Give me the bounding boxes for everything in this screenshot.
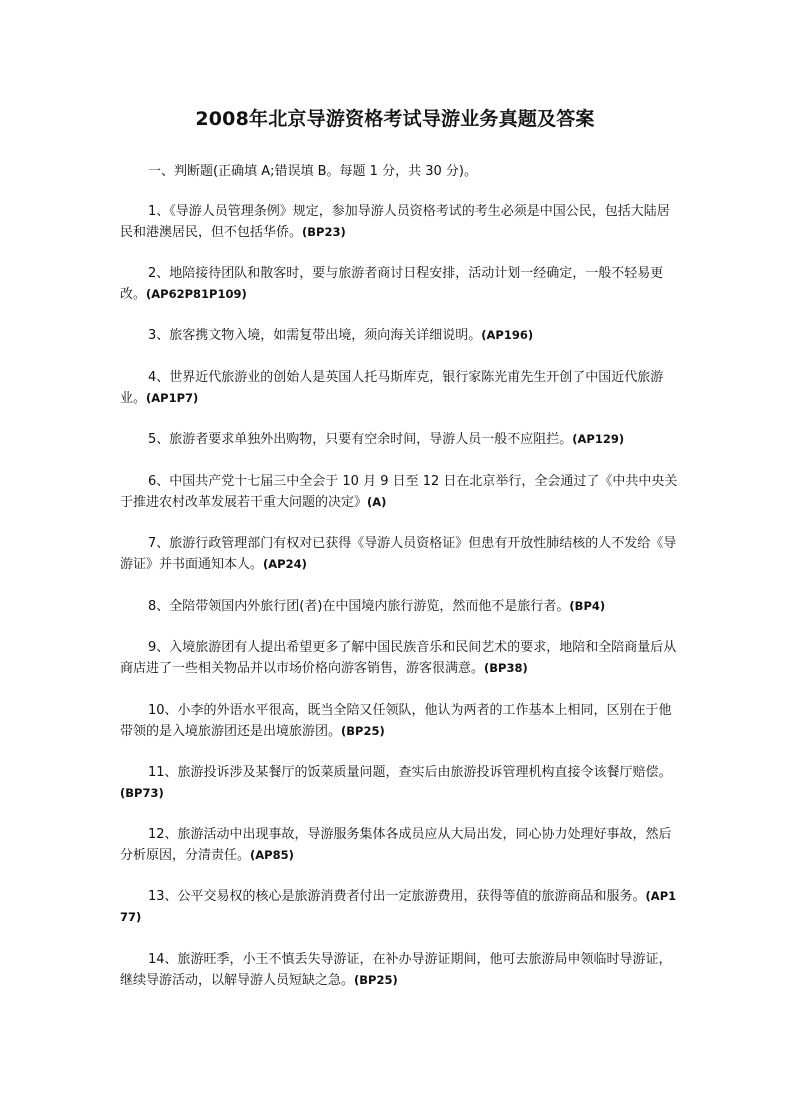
question-text: 7、旅游行政管理部门有权对已获得《导游人员资格证》但患有开放性肺结核的人不发给《导游证》并书面通知本人。	[120, 536, 677, 572]
answer-ref: (BP38)	[484, 661, 528, 675]
question-item	[120, 263, 680, 305]
question-text: 11、旅游投诉涉及某餐厅的饭菜质量问题，查实后由旅游投诉管理机构直接令该餐厅赔偿。	[148, 765, 672, 780]
question-text: 3、旅客携文物入境，如需复带出境，须向海关详细说明。	[148, 328, 482, 343]
question-item	[120, 949, 680, 991]
answer-ref: (AP62P81P109)	[146, 287, 247, 301]
question-item	[120, 533, 680, 575]
question-text: 5、旅游者要求单独外出购物，只要有空余时间，导游人员一般不应阻拦。	[148, 432, 573, 447]
question-text: 1、《导游人员管理条例》规定，参加导游人员资格考试的考生必须是中国公民，包括大陆居民和港澳居民，但不包括华侨。	[120, 204, 670, 240]
question-item	[120, 325, 680, 346]
answer-ref: (AP85)	[250, 848, 294, 862]
question-item	[120, 700, 680, 742]
answer-ref: (BP25)	[341, 724, 385, 738]
question-text: 8、全陪带领国内外旅行团(者)在中国境内旅行游览，然而他不是旅行者。	[148, 599, 570, 614]
question-text: 13、公平交易权的核心是旅游消费者付出一定旅游费用，获得等值的旅游商品和服务。	[148, 889, 646, 904]
document-title: 2008年北京导游资格考试导游业务真题及答案	[195, 108, 595, 130]
section-heading: 一、判断题(正确填 A;错误填 B。每题 1 分，共 30 分)。	[148, 164, 477, 179]
question-text: 4、世界近代旅游业的创始人是英国人托马斯库克，银行家陈光甫先生开创了中国近代旅游业。	[120, 370, 664, 406]
question-item	[120, 429, 680, 450]
answer-ref: (AP177)	[120, 889, 677, 924]
question-text: 14、旅游旺季，小王不慎丢失导游证，在补办导游证期间，他可去旅游局申领临时导游证，继续导游活动，以解导游人员短缺之急。	[120, 952, 672, 988]
answer-ref: (BP23)	[302, 225, 346, 239]
question-text: 10、小李的外语水平很高，既当全陪又任领队，他认为两者的工作基本上相同，区别在于他带领的是入境旅游团还是出境旅游团。	[120, 703, 672, 739]
answer-ref: (AP196)	[481, 328, 534, 342]
answer-ref: (BP73)	[120, 786, 164, 800]
question-item	[120, 471, 680, 513]
answer-ref: (A)	[367, 495, 387, 509]
question-text: 9、入境旅游团有人提出希望更多了解中国民族音乐和民间艺术的要求，地陪和全陪商量后从商店进了一些相关物品并以市场价格向游客销售，游客很满意。	[120, 640, 677, 676]
question-item	[120, 367, 680, 409]
question-item	[120, 886, 680, 928]
question-item	[120, 762, 680, 804]
question-item	[120, 596, 680, 617]
question-item	[120, 637, 680, 679]
answer-ref: (AP1P7)	[146, 391, 199, 405]
question-item	[120, 824, 680, 866]
answer-ref: (BP25)	[354, 973, 398, 987]
question-text: 12、旅游活动中出现事故，导游服务集体各成员应从大局出发，同心协力处理好事故，然后分析原因，分清责任。	[120, 827, 672, 863]
question-text: 6、中国共产党十七届三中全会于 10 月 9 日至 12 日在北京举行，全会通过了《中共中央关于推进农村改革发展若干重大问题的决定》	[120, 474, 678, 510]
answer-ref: (BP4)	[569, 599, 606, 613]
question-item	[120, 201, 680, 243]
answer-ref: (AP129)	[572, 432, 625, 446]
question-text: 2、地陪接待团队和散客时，要与旅游者商讨日程安排，活动计划一经确定，一般不轻易更改。	[120, 266, 664, 302]
answer-ref: (AP24)	[263, 557, 307, 571]
